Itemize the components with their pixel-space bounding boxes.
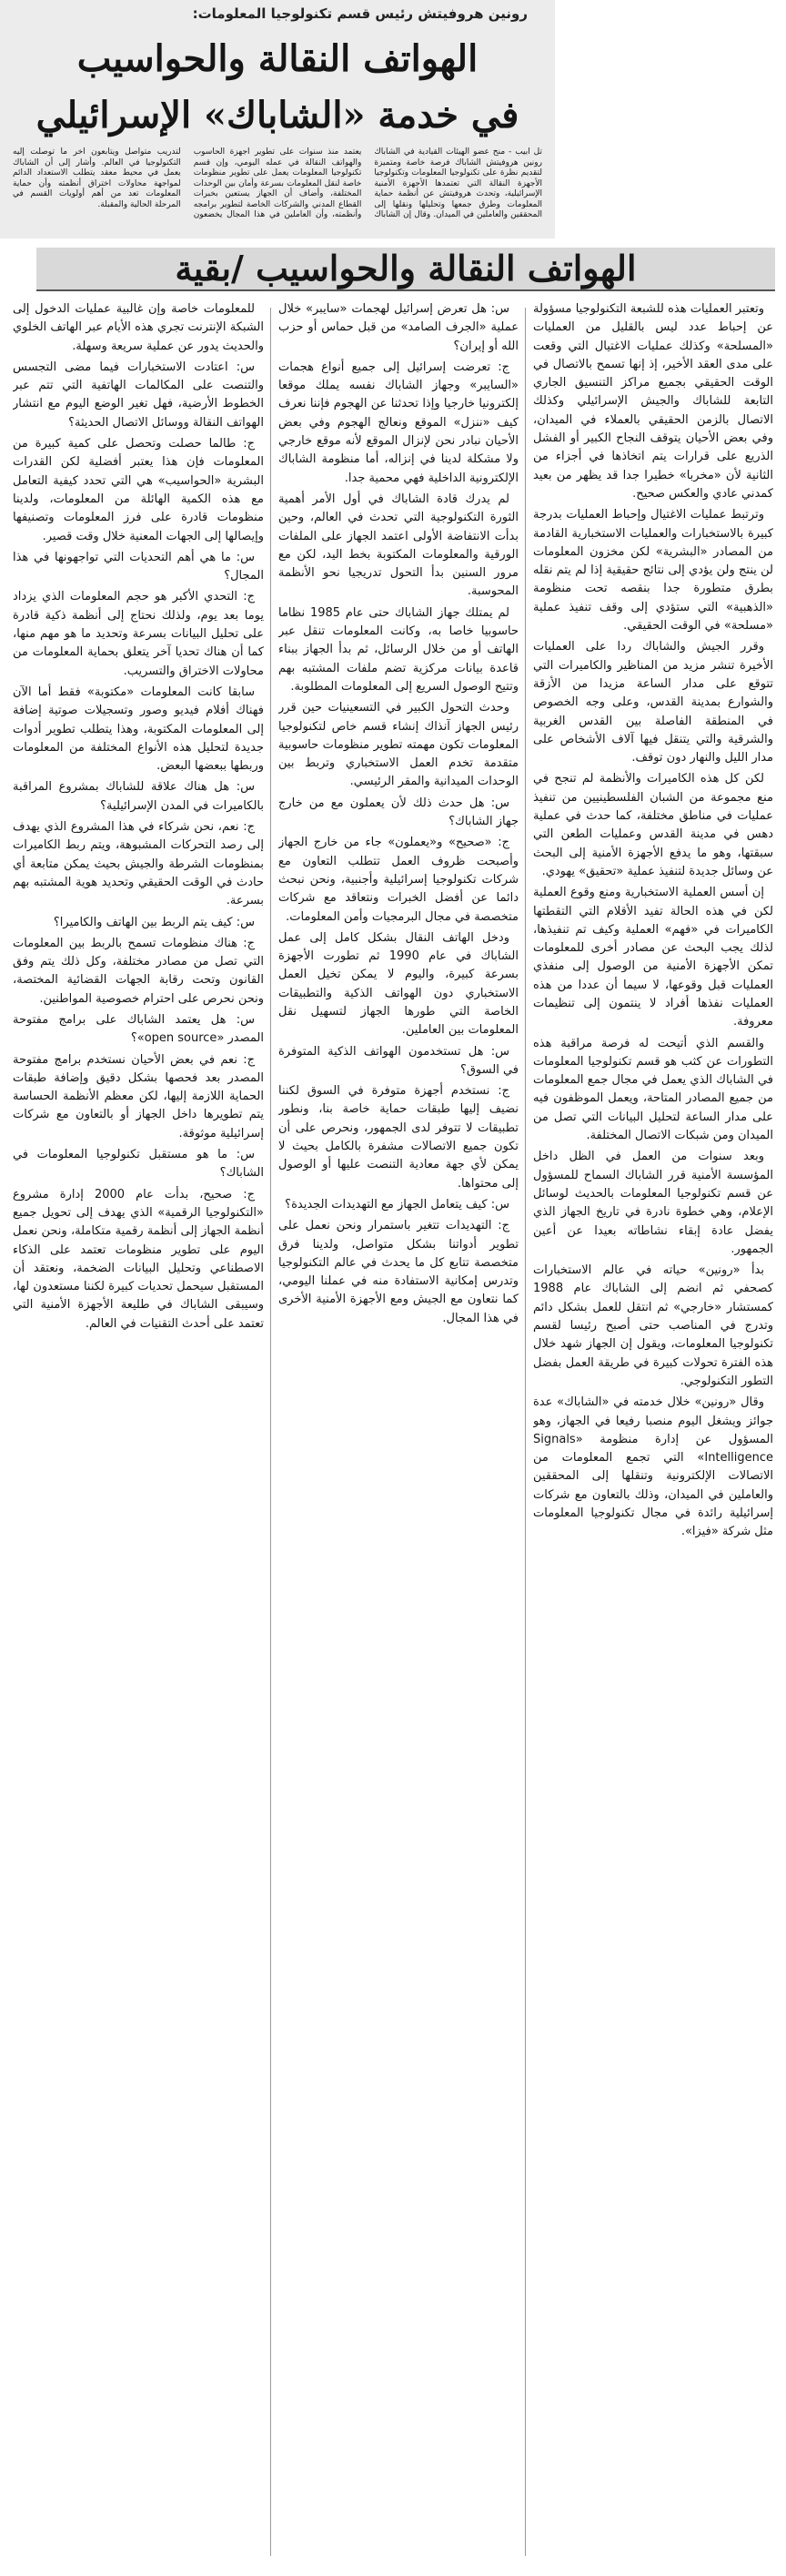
paragraph: س: هل تعرض إسرائيل لهجمات «سايبر» خلال عملية «الجرف الصامد» من قبل حماس أو حزب الله أو إيران؟ (278, 302, 519, 353)
paragraph: ج: صحيح، بدأت عام 2000 إدارة مشروع «التكنولوجيا الرقمية» الذي يهدف إلى تحويل جميع أنظمة الجهاز إلى أنظمة رقمية متكاملة، ونحن نعمل اليوم على تطوير منظومات تعتمد على الذكاء الاصطناعي وتحليل البيانات الضخمة، ونعتقد أن المستقبل سيحمل تحديات كبيرة لكننا مستعدون لها، وسيبقى الشاباك في طليعة الأجهزة الأمنية التي تعتمد على أحدث التقنيات في العالم. (13, 1187, 264, 1331)
paragraph: لم يدرك قادة الشاباك في أول الأمر أهمية الثورة التكنولوجية التي تحدث في العالم، وحين بدأت الانتفاضة الأولى اعتمد الجهاز على الملفات الورقية والمعلومات المكتوبة بخط اليد، لكن مع مرور السنين بدأ التحول تدريجيا نحو الأنظمة المحوسبة. (278, 492, 519, 599)
paragraph: ج: هناك منظومات تسمح بالربط بين المعلومات التي تصل من مصادر مختلفة، وكل ذلك يتم وفق القانون وتحت رقابة الجهات القضائية المختصة، ونحن نحرص على احترام خصوصية المواطنين. (13, 936, 264, 1006)
paragraph: ج: «صحيح» و«يعملون» جاء من خارج الجهاز وأصبحت ظروف العمل تتطلب التعاون مع شركات تكنولوجيا إسرائيلية وأجنبية، ونحن نبحث دائما عن أفضل الخبرات ونتعاقد مع شركات متخصصة في مجال البرمجيات وأمن المعلومات. (278, 836, 519, 924)
paragraph: ودخل الهاتف النقال بشكل كامل إلى عمل الشاباك في عام 1990 ثم تطورت الأجهزة بسرعة كبيرة، واليوم لا يمكن تخيل العمل الاستخباري دون الهواتف الذكية والتطبيقات الخاصة التي طورها الجهاز لتسهيل نقل المعلومات بين العاملين. (278, 930, 519, 1038)
paragraph: س: كيف يتم الربط بين الهاتف والكاميرا؟ (53, 915, 255, 929)
continuation-headline: الهواتف النقالة والحواسيب /بقية (36, 248, 775, 291)
paragraph: لم يمتلك جهاز الشاباك حتى عام 1985 نظاما حاسوبيا خاصا به، وكانت المعلومات تنقل عبر الهاتف أو من خلال الرسائل، ثم بدأ الجهاز ببناء قاعدة بيانات مركزية تضم ملفات المشتبه بهم وتتيح الوصول السريع إلى المعلومات المطلوبة. (278, 605, 519, 694)
article-column-middle (278, 300, 519, 2563)
paragraph: س: هل تستخدمون الهواتف الذكية المتوفرة في السوق؟ (278, 1044, 519, 1077)
paragraph: وقرر الجيش والشاباك ردا على العمليات الأخيرة تنشر مزيد من المناظير والكاميرات التي تتوقع على مدار الساعة مزيدا من الأزقة والشوارع بمدينة القدس، وعلى وجه الخصوص في المنطقة الفاصلة بين القدس الغربية والشرقية والتي يتنقل فيها آلاف الأشخاص على مدار الليل والنهار دون توقف. (533, 640, 773, 766)
paragraph: س: هل هناك علاقة للشاباك بمشروع المراقبة بالكاميرات في المدن الإسرائيلية؟ (13, 780, 264, 813)
article-column-left (13, 300, 264, 2563)
paragraph: ج: التهديدات تتغير باستمرار ونحن نعمل على تطوير أدواتنا بشكل متواصل، ولدينا فرق متخصصة تتابع كل ما يحدث في عالم التكنولوجيا وتدرس إمكانية الاستفادة منه في عملنا اليومي، كما نتعاون مع الجيش ومع الأجهزة الأمنية الأخرى في هذا المجال. (278, 1219, 519, 1325)
paragraph: لكن كل هذه الكاميرات والأنظمة لم تنجح في منع مجموعة من الشبان الفلسطينيين من تنفيذ عمليات في مناطق مختلفة، كما حدث في عملية دهس في مدينة القدس وعمليات الطعن التي سبقتها، وهو ما يدفع الأجهزة الأمنية إلى البحث عن وسائل جديدة لتنفيذ عملية «تحقيق» يهودي. (533, 772, 773, 878)
paragraph: ج: نعم في بعض الأحيان نستخدم برامج مفتوحة المصدر بعد فحصها بشكل دقيق وإضافة طبقات الحماية اللازمة إليها، لكن معظم الأنظمة الحساسة يتم تطويرها داخل الجهاز أو بالتعاون مع شركات إسرائيلية موثوقة. (13, 1052, 264, 1141)
paragraph: وترتبط عمليات الاغتيال وإحباط العمليات بدرجة كبيرة بالاستخبارات والعمليات الاستخبارية القادمة من المصادر «البشرية» لكن مخزون المعلومات لن ينتج ولن يؤدي إلى نتائج حقيقية إذا لم يتم نقله بطرق متطورة جدا بنقصه تحت منظومة «الذهبية» التي ستؤدي إلى وقف تنفيذ عملية «مسلحة» في الوقت الحقيقي. (533, 508, 773, 634)
paragraph: ج: تعرضت إسرائيل إلى جميع أنواع هجمات «السايبر» وجهاز الشاباك نفسه يملك موقعا إلكترونيا خارجيا وإذا تحدثنا عن الهجوم فإننا نعرف كيف «ننزل» الموقع ونعالج الهجوم وفي بعض الأحيان نبادر نحن لإنزال الموقع لأنه موقع خارجي ولا مشكلة لدينا في إنزاله، أما منظومة الشاباك الإلكترونية الداخلية فهي محمية جدا. (278, 360, 519, 485)
paragraph: ج: نستخدم أجهزة متوفرة في السوق لكننا نضيف إليها طبقات حماية خاصة بنا، ونطور تطبيقات لا تتوفر لدى الجمهور، ونحرص على أن تكون جميع الاتصالات مشفرة بالكامل بحيث لا يمكن لأي جهة معادية التنصت عليها أو الوصول إلى محتواها. (278, 1084, 519, 1191)
paragraph: سابقا كانت المعلومات «مكتوبة» فقط أما الآن فهناك أفلام فيديو وصور وتسجيلات صوتية إضافة إلى المعلومات المكتوبة، وهذا يتطلب تطوير أدوات جديدة لتحليل هذه الأنواع المختلفة من المعلومات وربطها ببعضها البعض. (13, 685, 264, 774)
column-divider (270, 308, 271, 2556)
paragraph: س: ما هي أهم التحديات التي تواجهونها في هذا المجال؟ (13, 550, 264, 583)
paragraph: وحدث التحول الكبير في التسعينيات حين قرر رئيس الجهاز آنذاك إنشاء قسم خاص لتكنولوجيا المعلومات تكون مهمته تطوير منظومات حاسوبية متقدمة تخدم العمل الاستخباري وتربط بين الوحدات الميدانية والمقر الرئيسي. (278, 701, 519, 789)
paragraph: وقال «رونين» خلال خدمته في «الشاباك» عدة جوائز ويشغل اليوم منصبا رفيعا في الجهاز، وهو المسؤول عن إدارة منظومة «Signals Intelligence» التي تجمع المعلومات من الاتصالات الإلكترونية وتنقلها إلى المحققين والعاملين في الميدان، وذلك بالتعاون مع شركات إسرائيلية رائدة في مجال تكنولوجيا المعلومات مثل شركة «فيزا». (533, 1395, 773, 1539)
paragraph: س: ما هو مستقبل تكنولوجيا المعلومات في الشاباك؟ (13, 1148, 264, 1181)
first-article-clipping (0, 0, 555, 238)
headline-line-2: في خدمة «الشاباك» الإسرائيلي (35, 94, 519, 137)
paragraph: س: هل يعتمد الشاباك على برامج مفتوحة المصدر «open source»؟ (13, 1012, 264, 1046)
headline-line-1: الهواتف النقالة والحواسيب (76, 37, 479, 80)
paragraph: ج: نعم، نحن شركاء في هذا المشروع الذي يهدف إلى رصد التحركات المشبوهة، ويتم ربط الكاميرات بمنظومات الشرطة والجيش بحيث يمكن متابعة أي حادث في الوقت الحقيقي وتحديد هوية المشتبه بهم بسرعة. (13, 820, 264, 908)
paragraph: س: اعتادت الاستخبارات فيما مضى التجسس والتنصت على المكالمات الهاتفية التي تتم عبر الخطوط الأرضية، فهل تغير الوضع اليوم مع انتشار الهواتف النقالة ووسائل الاتصال الحديثة؟ (13, 360, 264, 430)
paragraph: والقسم الذي أتيحت له فرصة مراقبة هذه التطورات عن كثب هو قسم تكنولوجيا المعلومات في الشاباك الذي يعمل في مجال جمع المعلومات من جميع المصادر المتاحة، ويعمل الموظفون فيه على مدار الساعة لتحليل البيانات التي تصل من الميدان ومن شبكات الاتصال المختلفة. (533, 1036, 773, 1143)
paragraph: س: هل حدث ذلك لأن يعملون مع من خارج جهاز الشاباك؟ (278, 796, 519, 829)
paragraph: ج: طالما حصلت وتحصل على كمية كبيرة من المعلومات فإن هذا يعتبر أفضلية لكن القدرات البشرية «الحواسيب» هي التي تحدد كيفية التعامل مع هذه الكمية الهائلة من المعلومات، ولدينا منظومات قادرة على فرز المعلومات وتصنيفها وإيصالها إلى الجهات المعنية خلال وقت قصير. (13, 437, 264, 543)
paragraph: س: كيف يتعامل الجهاز مع التهديدات الجديدة؟ (285, 1197, 509, 1212)
paragraph: وتعتبر العمليات هذه للشبعة التكنولوجيا مسؤولة عن إحباط عدد ليس بالقليل من العمليات «المسلحة» وكذلك عمليات الاغتيال التي وقعت على مدى العقد الأخير، إذ إنها تسمح بالاتصال في الوقت الحقيقي بجميع مراكز التنسيق الجاري التابعة للشاباك والجيش الإسرائيلي وكذلك الاتصال بالزمن الحقيقي بالعملاء في الميدان، وفي بعض الأحيان يتوقف النجاح الكبير أو الفشل الذريع على قرارات يتم اتخاذها في أجزاء من الثانية لأن «مخربا» خطيرا جدا قد يظهر من بعيد كمدني عادي والعكس صحيح. (533, 302, 773, 501)
paragraph: وبعد سنوات من العمل في الظل داخل المؤسسة الأمنية قرر الشاباك السماح للمسؤول عن قسم تكنولوجيا المعلومات بالحديث لوسائل الإعلام، وهي خطوة نادرة في تاريخ الجهاز الذي يفضل عادة إبقاء نشاطاته بعيدا عن أعين الجمهور. (533, 1150, 773, 1256)
paragraph: للمعلومات خاصة وإن غالبية عمليات الدخول إلى الشبكة الإنترنت تجري هذه الأيام عبر الهاتف الخلوي والحديث يدور عن عملية سريعة وسهلة. (13, 302, 264, 353)
intro-text: تل أبيب - منح عضو الهيئات القيادية في الشاباك رونين هروفيتش الشاباك فرصة خاصة ومتميزة لتقديم نظرة على تكنولوجيا المعلومات وتكنولوجيا الأجهزة النقالة التي تعتمدها الأجهزة الأمنية الإسرائيلية، وتحدث هروفيتش عن أنظمة حماية المعلومات وطرق جمعها وتحليلها ونقلها إلى المحققين والعاملين في الميدان. وقال إن الشاباك يعتمد منذ سنوات على تطوير أجهزة الحاسوب والهواتف النقالة في عمله اليومي، وإن قسم تكنولوجيا المعلومات يعمل على تطوير منظومات خاصة لنقل المعلومات بسرعة وأمان بين الوحدات المختلفة، وأضاف أن الجهاز يستعين بخبرات القطاع المدني والشركات الخاصة لتطوير برامجه وأنظمته، وأن العاملين في هذا المجال يخضعون لتدريب متواصل ويتابعون آخر ما توصلت إليه التكنولوجيا في العالم. وأشار إلى أن الشاباك يعمل في محيط معقد يتطلب الاستعداد الدائم لمواجهة محاولات اختراق أنظمته وأن حماية المعلومات تعد من أهم أولويات القسم في المرحلة الحالية والمقبلة. (13, 147, 542, 219)
paragraph: إن أسس العملية الاستخبارية ومنع وقوع العملية لكن في هذه الحالة تفيد الأقلام التي التقطتها الكاميرات في «فهم» العملية وكيف تم تنفيذها، لذلك يجب البحث عن مصادر أخرى للمعلومات تمكن الأجهزة الأمنية من الوصول إلى منفذي العمليات قبل وقوعها، لا سيما أن عددا من هذه العمليات نفذها أفراد لا ينتمون إلى تنظيمات معروفة. (533, 886, 773, 1029)
second-article-clipping (0, 238, 786, 2576)
article-column-right (533, 300, 773, 2563)
paragraph: ج: التحدي الأكبر هو حجم المعلومات الذي يزداد يوما بعد يوم، ولذلك نحتاج إلى أنظمة ذكية قادرة على تحليل البيانات بسرعة وتحديد ما هو مهم منها، كما أن هناك تحديا آخر يتعلق بحماية المعلومات من محاولات الاختراق والتسريب. (13, 590, 264, 678)
paragraph: بدأ «رونين» حياته في عالم الاستخبارات كصحفي ثم انضم إلى الشاباك عام 1988 كمستشار «خارجي» ثم انتقل للعمل بشكل دائم وتدرج في المناصب حتى أصبح رئيسا لقسم تكنولوجيا المعلومات، ويقول إن الجهاز شهد خلال هذه الفترة تحولات كبيرة في طريقة العمل بفضل التطور التكنولوجي. (533, 1263, 773, 1388)
article-kicker: رونين هروفيتش رئيس قسم تكنولوجيا المعلومات: (192, 5, 528, 22)
column-divider (525, 308, 526, 2556)
